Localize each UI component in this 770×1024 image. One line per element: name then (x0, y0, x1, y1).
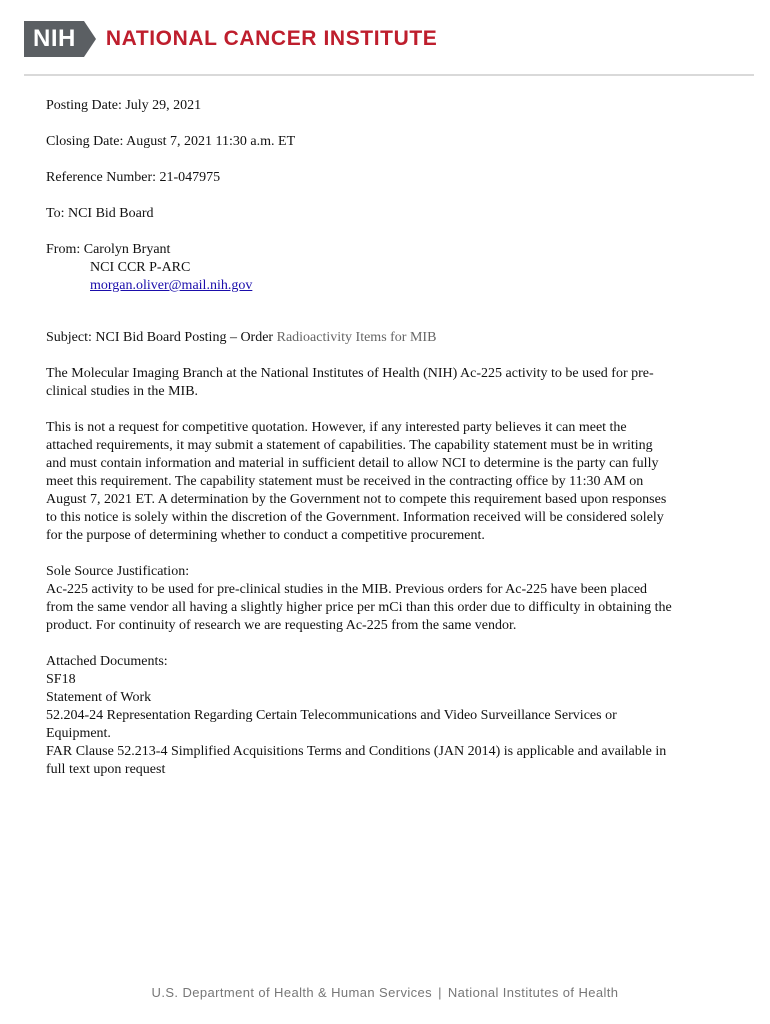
notice-paragraph-line: and must contain information and material in sufficient detail to allow NCI to determine is the party can fully (46, 456, 659, 471)
justification-line: Ac-225 activity to be used for pre-clinical studies in the MIB. Previous orders for Ac-225 have been placed (46, 582, 648, 597)
header-divider (24, 74, 754, 76)
subject-line (46, 329, 726, 347)
reference-number: Reference Number: 21-047975 (46, 170, 221, 185)
subject-prefix: Subject: NCI Bid Board Posting – Order (46, 330, 277, 345)
attachment-item: SF18 (46, 672, 76, 687)
page-footer (0, 985, 770, 1000)
notice-paragraph-line: to this notice is solely within the discretion of the Government. Information received will be considered solely (46, 510, 664, 525)
closing-date: Closing Date: August 7, 2021 11:30 a.m. ET (46, 134, 296, 149)
sender-name: From: Carolyn Bryant (46, 242, 171, 257)
posting-date: Posting Date: July 29, 2021 (46, 98, 202, 113)
nih-logo: NIH (24, 21, 84, 57)
footer-separator: | (438, 985, 442, 1000)
justification-heading: Sole Source Justification: (46, 564, 190, 579)
attachment-item: FAR Clause 52.213-4 Simplified Acquisitions Terms and Conditions (JAN 2014) is applicable and available in (46, 744, 667, 759)
sender-org: NCI CCR P-ARC (90, 260, 191, 275)
notice-paragraph-line: meet this requirement. The capability statement must be received in the contracting office by 11:30 AM on (46, 474, 644, 489)
subject-item: Radioactivity Items for MIB (276, 330, 437, 345)
footer-nih: National Institutes of Health (447, 985, 619, 1000)
attachment-item: Equipment. (46, 726, 111, 741)
notice-paragraph-line: attached requirements, it may submit a statement of capabilities. The capability statement must be in writing (46, 438, 653, 453)
notice-paragraph-line: August 7, 2021 ET. A determination by the Government not to compete this requirement based upon responses (46, 492, 667, 507)
notice-paragraph-line: for the purpose of determining whether to conduct a competitive procurement. (46, 528, 485, 543)
recipient: To: NCI Bid Board (46, 206, 154, 221)
notice-paragraph-line: This is not a request for competitive quotation. However, if any interested party believes it can meet the (46, 420, 627, 435)
nih-logo-chevron-icon (84, 21, 96, 57)
attachment-item: Statement of Work (46, 690, 152, 705)
intro-paragraph-line: The Molecular Imaging Branch at the National Institutes of Health (NIH) Ac-225 activity to be used for pre- (46, 366, 654, 381)
nci-letterhead (24, 20, 437, 58)
attachments-heading: Attached Documents: (46, 654, 168, 669)
document-body (46, 97, 726, 779)
justification-line: from the same vendor all having a slightly higher price per mCi than this order due to difficulty in obtaining the (46, 600, 672, 615)
institute-title: NATIONAL CANCER INSTITUTE (105, 27, 438, 50)
justification-line: product. For continuity of research we are requesting Ac-225 from the same vendor. (46, 618, 517, 633)
attachment-item: full text upon request (46, 762, 166, 777)
footer-hhs: U.S. Department of Health & Human Services (151, 985, 433, 1000)
attachment-item: 52.204-24 Representation Regarding Certain Telecommunications and Video Surveillance Services or (46, 708, 617, 723)
sender-email-link[interactable]: morgan.oliver@mail.nih.gov (90, 278, 253, 293)
intro-paragraph-line: clinical studies in the MIB. (46, 384, 199, 399)
